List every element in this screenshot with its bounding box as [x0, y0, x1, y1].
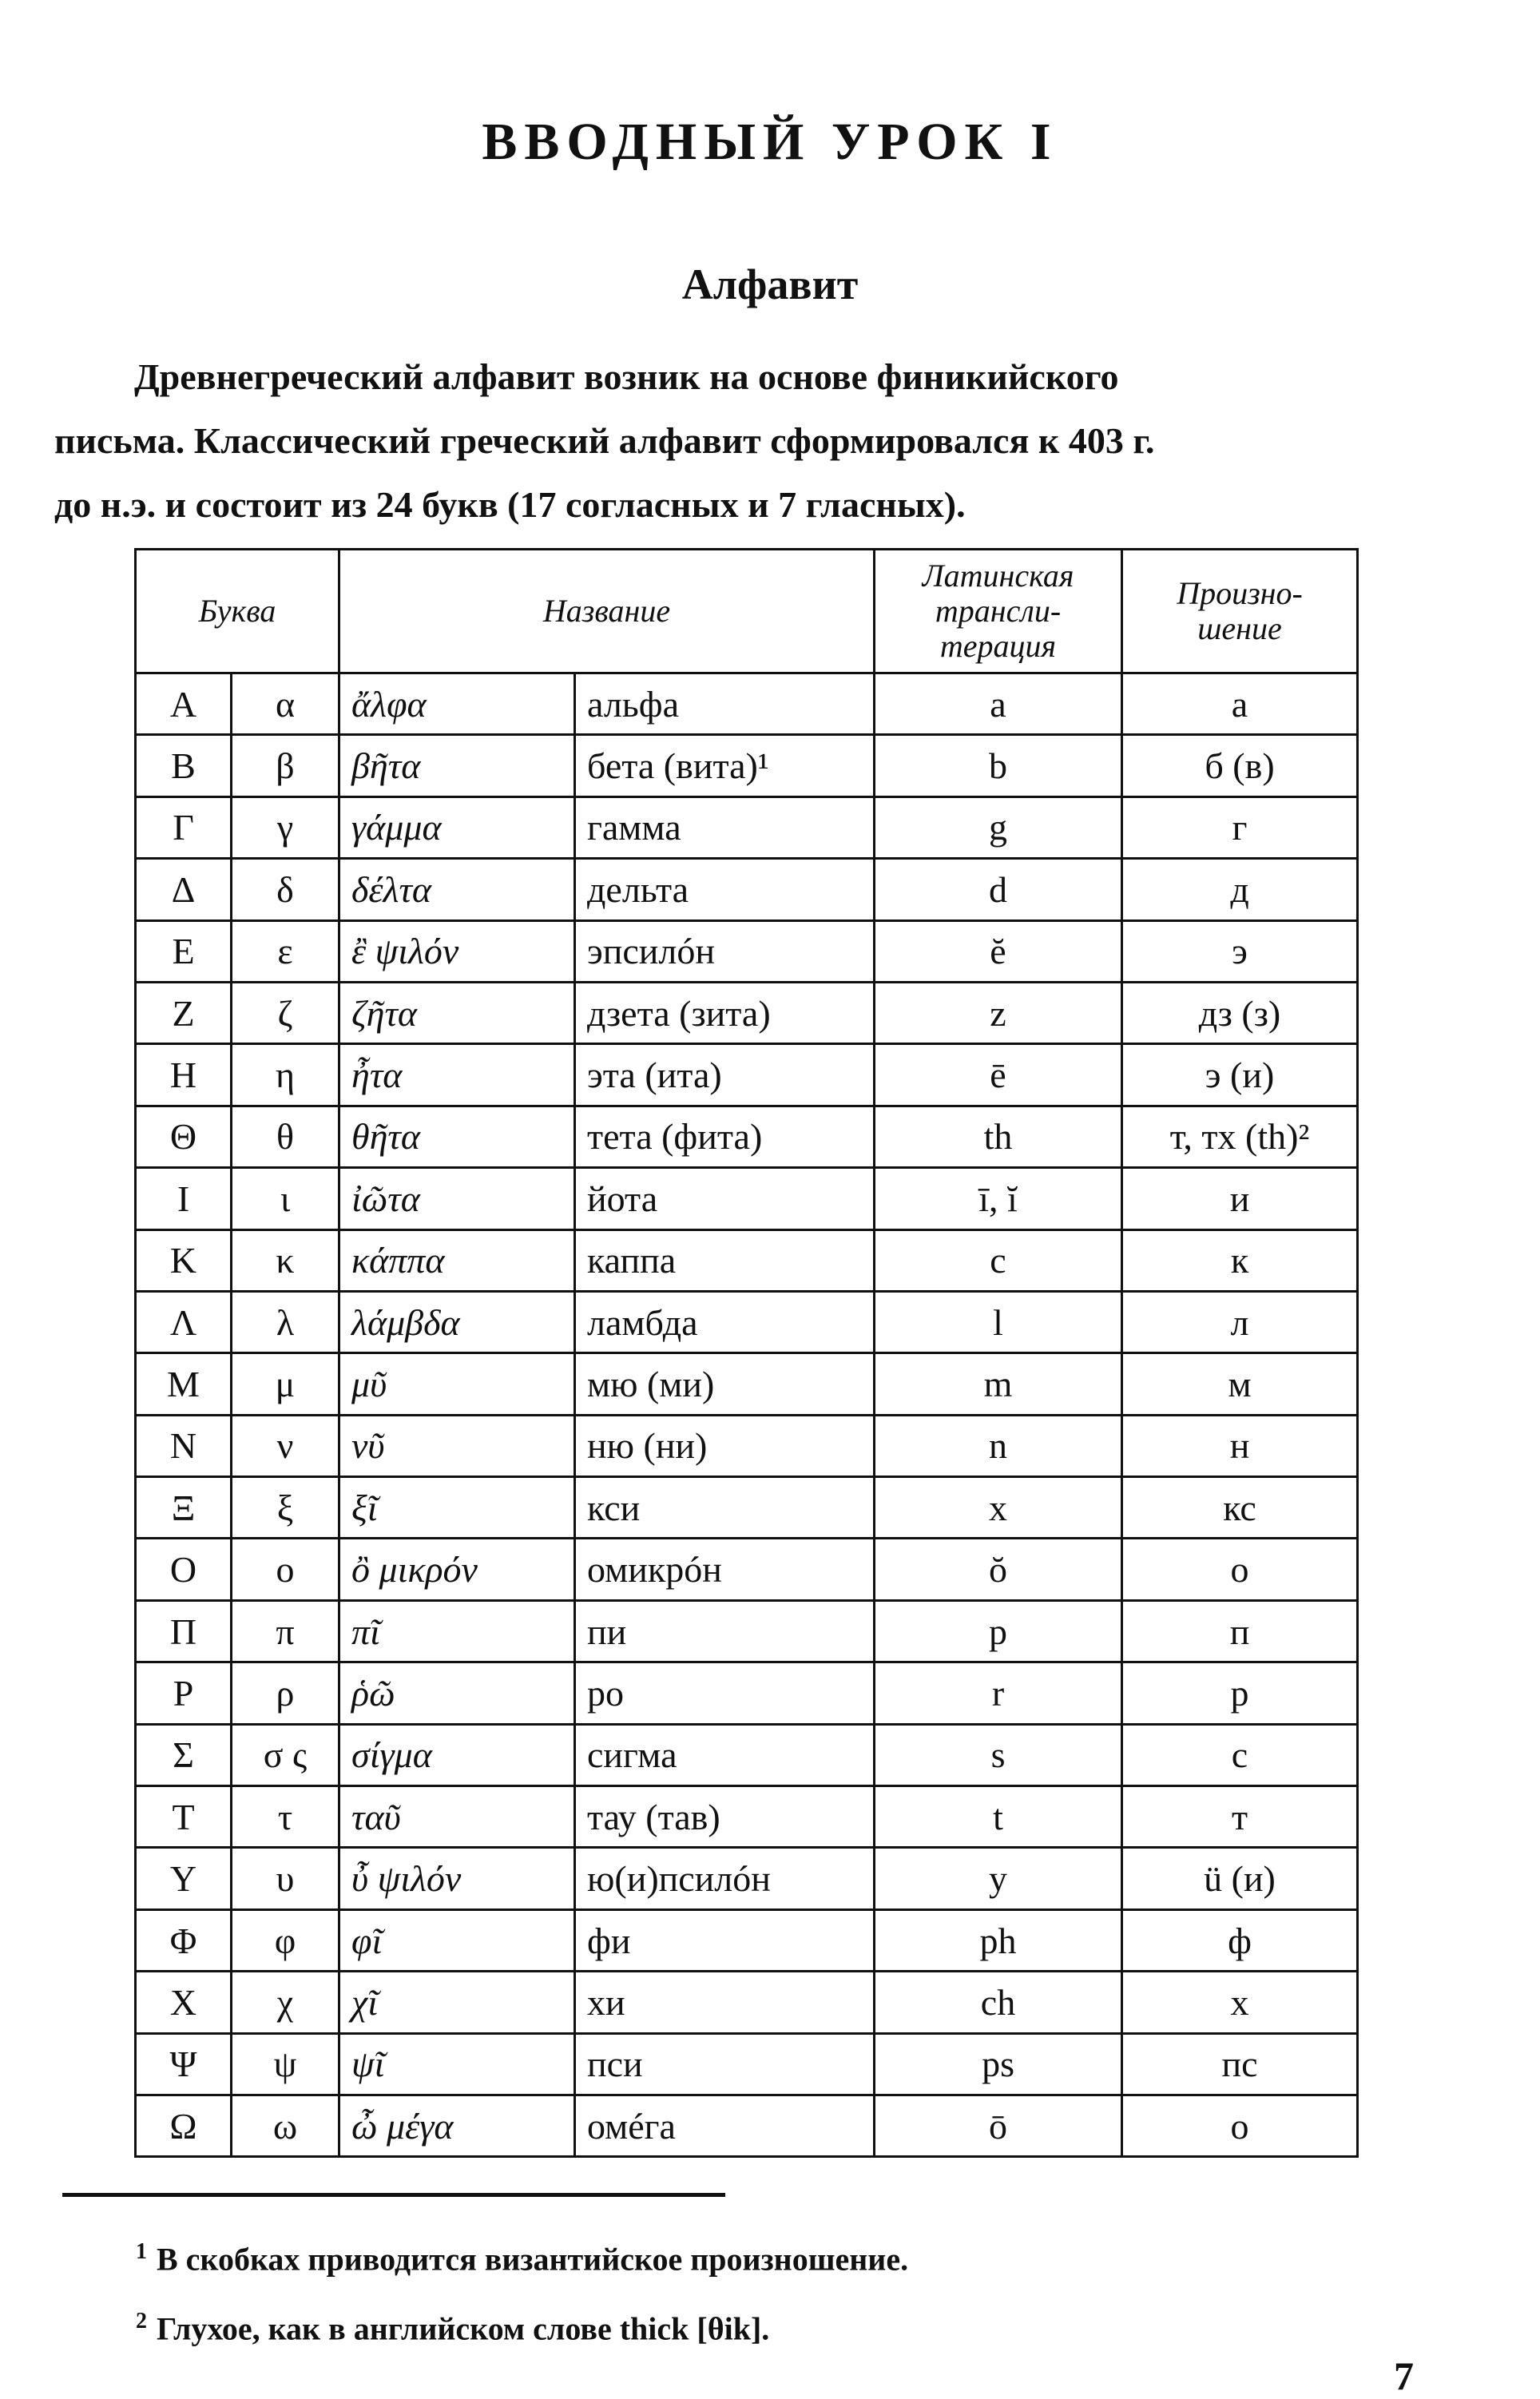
footnote-mark: 1: [136, 2239, 147, 2264]
cell-lowercase: ω: [232, 2095, 339, 2156]
header-pronunciation: Произно- шение: [1122, 550, 1358, 673]
cell-russian-name: дельта: [575, 859, 875, 920]
cell-russian-name: йота: [575, 1168, 875, 1229]
cell-uppercase: Κ: [136, 1229, 232, 1291]
cell-russian-name: гамма: [575, 796, 875, 858]
cell-russian-name: ро: [575, 1662, 875, 1724]
intro-line: Древнегреческий алфавит возник на основе финикийского: [134, 356, 1119, 397]
cell-transliteration: n: [875, 1415, 1122, 1476]
header-transliteration: Латинская трансли- терация: [875, 550, 1122, 673]
cell-pronunciation: э: [1122, 920, 1358, 982]
cell-greek-name: ὦ μέγα: [339, 2095, 575, 2156]
cell-pronunciation: р: [1122, 1662, 1358, 1724]
cell-pronunciation: л: [1122, 1291, 1358, 1352]
cell-lowercase: φ: [232, 1909, 339, 1971]
intro-paragraph: [54, 345, 1428, 537]
cell-lowercase: τ: [232, 1786, 339, 1848]
table-row: [136, 1106, 1358, 1167]
cell-pronunciation: т, тх (th)²: [1122, 1106, 1358, 1167]
cell-pronunciation: г: [1122, 796, 1358, 858]
cell-russian-name: омикрóн: [575, 1539, 875, 1600]
footnote-divider: [62, 2193, 725, 2197]
cell-russian-name: пси: [575, 2033, 875, 2095]
cell-uppercase: Ω: [136, 2095, 232, 2156]
cell-lowercase: π: [232, 1600, 339, 1662]
cell-uppercase: Ρ: [136, 1662, 232, 1724]
cell-transliteration: ĕ: [875, 920, 1122, 982]
cell-lowercase: ζ: [232, 982, 339, 1043]
cell-russian-name: бета (вита)¹: [575, 735, 875, 796]
cell-pronunciation: х: [1122, 1972, 1358, 2033]
cell-greek-name: ψῖ: [339, 2033, 575, 2095]
cell-russian-name: ю(и)псилóн: [575, 1848, 875, 1909]
cell-pronunciation: а: [1122, 673, 1358, 735]
cell-greek-name: ῥῶ: [339, 1662, 575, 1724]
cell-lowercase: ι: [232, 1168, 339, 1229]
cell-greek-name: ὂ μικρόν: [339, 1539, 575, 1600]
cell-uppercase: Ο: [136, 1539, 232, 1600]
cell-lowercase: η: [232, 1044, 339, 1106]
cell-uppercase: Μ: [136, 1353, 232, 1415]
cell-russian-name: эта (ита): [575, 1044, 875, 1106]
cell-uppercase: Ξ: [136, 1477, 232, 1539]
cell-uppercase: Υ: [136, 1848, 232, 1909]
cell-pronunciation: д: [1122, 859, 1358, 920]
cell-russian-name: ню (ни): [575, 1415, 875, 1476]
cell-transliteration: th: [875, 1106, 1122, 1167]
cell-uppercase: Θ: [136, 1106, 232, 1167]
table-row: [136, 1229, 1358, 1291]
alphabet-table: [134, 548, 1359, 2158]
cell-lowercase: λ: [232, 1291, 339, 1352]
header-letter: Буква: [136, 550, 339, 673]
header-name: Название: [339, 550, 875, 673]
cell-transliteration: x: [875, 1477, 1122, 1539]
footnote-mark: 2: [136, 2309, 147, 2334]
cell-greek-name: νῦ: [339, 1415, 575, 1476]
cell-lowercase: β: [232, 735, 339, 796]
cell-greek-name: γάμμα: [339, 796, 575, 858]
table-row: [136, 1724, 1358, 1785]
cell-greek-name: ξῖ: [339, 1477, 575, 1539]
cell-russian-name: каппа: [575, 1229, 875, 1291]
cell-pronunciation: п: [1122, 1600, 1358, 1662]
cell-transliteration: y: [875, 1848, 1122, 1909]
cell-pronunciation: ф: [1122, 1909, 1358, 1971]
cell-pronunciation: н: [1122, 1415, 1358, 1476]
cell-russian-name: сигма: [575, 1724, 875, 1785]
cell-russian-name: омéга: [575, 2095, 875, 2156]
cell-greek-name: ἦτα: [339, 1044, 575, 1106]
cell-russian-name: альфа: [575, 673, 875, 735]
cell-lowercase: ψ: [232, 2033, 339, 2095]
footnote-2: [136, 2290, 1414, 2360]
cell-lowercase: υ: [232, 1848, 339, 1909]
table-row: [136, 1972, 1358, 2033]
cell-transliteration: a: [875, 673, 1122, 735]
cell-transliteration: ch: [875, 1972, 1122, 2033]
footnote-text: В скобках приводится византийское произношение.: [157, 2241, 909, 2278]
table-row: [136, 859, 1358, 920]
cell-uppercase: Ε: [136, 920, 232, 982]
table-row: [136, 735, 1358, 796]
page-number: 7: [1394, 2353, 1414, 2398]
cell-greek-name: ἰῶτα: [339, 1168, 575, 1229]
cell-uppercase: Χ: [136, 1972, 232, 2033]
intro-line: до н.э. и состоит из 24 букв (17 согласных и 7 гласных).: [54, 484, 966, 525]
footnote-1: [136, 2221, 1414, 2290]
cell-uppercase: Σ: [136, 1724, 232, 1785]
cell-lowercase: ε: [232, 920, 339, 982]
cell-transliteration: ŏ: [875, 1539, 1122, 1600]
cell-transliteration: ph: [875, 1909, 1122, 1971]
cell-transliteration: ī, ĭ: [875, 1168, 1122, 1229]
table-row: [136, 1353, 1358, 1415]
cell-transliteration: m: [875, 1353, 1122, 1415]
cell-transliteration: s: [875, 1724, 1122, 1785]
cell-russian-name: мю (ми): [575, 1353, 875, 1415]
cell-greek-name: ταῦ: [339, 1786, 575, 1848]
table-row: [136, 920, 1358, 982]
cell-russian-name: фи: [575, 1909, 875, 1971]
cell-lowercase: ν: [232, 1415, 339, 1476]
cell-uppercase: Η: [136, 1044, 232, 1106]
cell-greek-name: ἄλφα: [339, 673, 575, 735]
table-row: [136, 1291, 1358, 1352]
table-row: [136, 673, 1358, 735]
cell-uppercase: Ψ: [136, 2033, 232, 2095]
table-header-row: [136, 550, 1358, 673]
cell-uppercase: Ι: [136, 1168, 232, 1229]
intro-line: письма. Классический греческий алфавит сформировался к 403 г.: [54, 420, 1155, 461]
cell-pronunciation: ü (и): [1122, 1848, 1358, 1909]
cell-pronunciation: м: [1122, 1353, 1358, 1415]
cell-transliteration: c: [875, 1229, 1122, 1291]
cell-lowercase: ξ: [232, 1477, 339, 1539]
cell-lowercase: γ: [232, 796, 339, 858]
cell-lowercase: δ: [232, 859, 339, 920]
cell-uppercase: Λ: [136, 1291, 232, 1352]
cell-pronunciation: с: [1122, 1724, 1358, 1785]
table-row: [136, 1786, 1358, 1848]
cell-russian-name: тау (тав): [575, 1786, 875, 1848]
cell-russian-name: пи: [575, 1600, 875, 1662]
footnote-text: Глухое, как в английском слове thick [θik].: [157, 2310, 770, 2347]
cell-pronunciation: о: [1122, 2095, 1358, 2156]
cell-greek-name: φῖ: [339, 1909, 575, 1971]
cell-pronunciation: э (и): [1122, 1044, 1358, 1106]
cell-lowercase: ρ: [232, 1662, 339, 1724]
cell-transliteration: b: [875, 735, 1122, 796]
table-body: [136, 673, 1358, 2157]
cell-uppercase: Α: [136, 673, 232, 735]
table-row: [136, 1477, 1358, 1539]
cell-greek-name: ὖ ψιλόν: [339, 1848, 575, 1909]
cell-russian-name: дзета (зита): [575, 982, 875, 1043]
section-title: Алфавит: [681, 260, 859, 308]
table-row: [136, 1600, 1358, 1662]
cell-lowercase: μ: [232, 1353, 339, 1415]
cell-pronunciation: т: [1122, 1786, 1358, 1848]
cell-russian-name: хи: [575, 1972, 875, 2033]
cell-greek-name: ἒ ψιλόν: [339, 920, 575, 982]
cell-uppercase: Ν: [136, 1415, 232, 1476]
table-row: [136, 1909, 1358, 1971]
page-heading: ВВОДНЫЙ УРОК I: [482, 113, 1058, 171]
table-row: [136, 2033, 1358, 2095]
table-row: [136, 796, 1358, 858]
cell-transliteration: r: [875, 1662, 1122, 1724]
cell-greek-name: λάμβδα: [339, 1291, 575, 1352]
cell-greek-name: ζῆτα: [339, 982, 575, 1043]
cell-pronunciation: о: [1122, 1539, 1358, 1600]
cell-lowercase: κ: [232, 1229, 339, 1291]
table-row: [136, 982, 1358, 1043]
cell-lowercase: χ: [232, 1972, 339, 2033]
cell-pronunciation: к: [1122, 1229, 1358, 1291]
footnotes: [136, 2221, 1414, 2361]
cell-greek-name: πῖ: [339, 1600, 575, 1662]
cell-transliteration: p: [875, 1600, 1122, 1662]
table-row: [136, 1168, 1358, 1229]
cell-greek-name: δέλτα: [339, 859, 575, 920]
cell-greek-name: βῆτα: [339, 735, 575, 796]
table-row: [136, 1415, 1358, 1476]
cell-transliteration: d: [875, 859, 1122, 920]
table-row: [136, 1044, 1358, 1106]
cell-uppercase: Φ: [136, 1909, 232, 1971]
cell-russian-name: тета (фита): [575, 1106, 875, 1167]
cell-uppercase: Γ: [136, 796, 232, 858]
cell-pronunciation: б (в): [1122, 735, 1358, 796]
cell-transliteration: t: [875, 1786, 1122, 1848]
cell-greek-name: χῖ: [339, 1972, 575, 2033]
cell-uppercase: Ζ: [136, 982, 232, 1043]
cell-greek-name: σίγμα: [339, 1724, 575, 1785]
cell-uppercase: Π: [136, 1600, 232, 1662]
cell-lowercase: θ: [232, 1106, 339, 1167]
table-row: [136, 1539, 1358, 1600]
cell-pronunciation: кс: [1122, 1477, 1358, 1539]
cell-transliteration: ō: [875, 2095, 1122, 2156]
cell-pronunciation: и: [1122, 1168, 1358, 1229]
cell-russian-name: кси: [575, 1477, 875, 1539]
cell-uppercase: Β: [136, 735, 232, 796]
cell-uppercase: Δ: [136, 859, 232, 920]
cell-russian-name: эпсилóн: [575, 920, 875, 982]
cell-lowercase: α: [232, 673, 339, 735]
table-row: [136, 1662, 1358, 1724]
cell-transliteration: l: [875, 1291, 1122, 1352]
cell-uppercase: Τ: [136, 1786, 232, 1848]
cell-transliteration: z: [875, 982, 1122, 1043]
cell-russian-name: ламбда: [575, 1291, 875, 1352]
cell-greek-name: μῦ: [339, 1353, 575, 1415]
cell-pronunciation: пс: [1122, 2033, 1358, 2095]
cell-transliteration: ē: [875, 1044, 1122, 1106]
cell-lowercase: σ ς: [232, 1724, 339, 1785]
cell-pronunciation: дз (з): [1122, 982, 1358, 1043]
table-row: [136, 2095, 1358, 2156]
cell-greek-name: θῆτα: [339, 1106, 575, 1167]
cell-transliteration: g: [875, 796, 1122, 858]
cell-transliteration: ps: [875, 2033, 1122, 2095]
cell-lowercase: ο: [232, 1539, 339, 1600]
cell-greek-name: κάππα: [339, 1229, 575, 1291]
table-row: [136, 1848, 1358, 1909]
